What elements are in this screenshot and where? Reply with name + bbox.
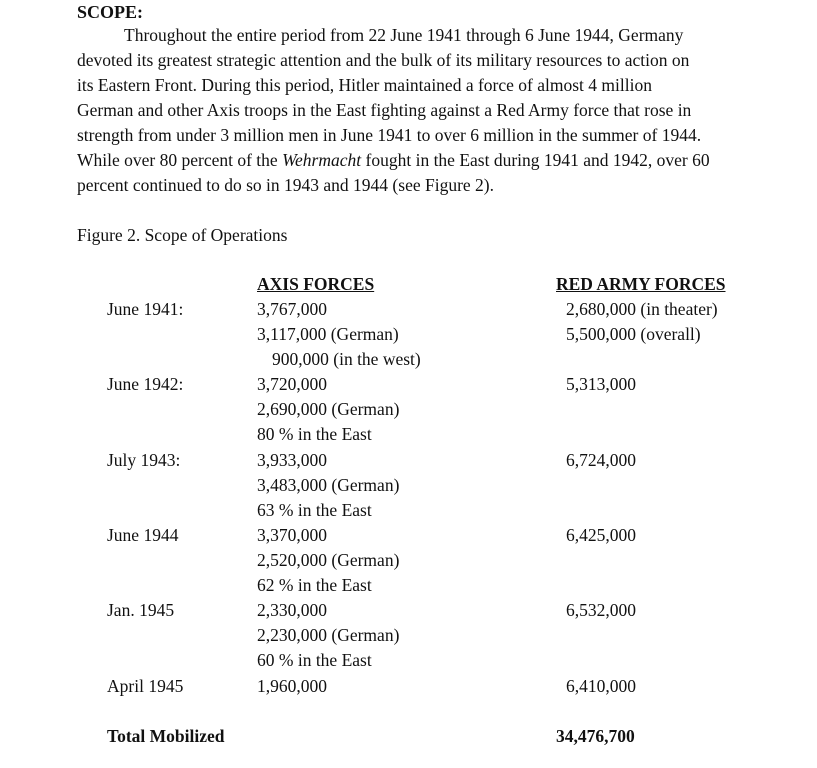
axis-value: 3,483,000 (German) <box>257 475 400 495</box>
axis-value: 63 % in the East <box>257 500 372 520</box>
wehrmacht-italic: Wehrmacht <box>282 150 362 170</box>
axis-value: 2,230,000 (German) <box>257 625 400 645</box>
axis-forces-header: AXIS FORCES <box>257 274 375 294</box>
axis-value: 62 % in the East <box>257 575 372 595</box>
paragraph-line: German and other Axis troops in the East fighting against a Red Army force that rose in <box>77 100 692 120</box>
axis-value: 3,767,000 <box>257 299 327 319</box>
paragraph-line: Throughout the entire period from 22 June 1941 through 6 June 1944, Germany <box>124 25 684 45</box>
axis-value: 1,960,000 <box>257 676 327 696</box>
paragraph-line: its Eastern Front. During this period, Hitler maintained a force of almost 4 million <box>77 75 652 95</box>
axis-value: 3,117,000 (German) <box>257 324 399 344</box>
red-value: 2,680,000 (in theater) <box>566 299 718 319</box>
paragraph-text: While over 80 percent of the <box>77 150 283 170</box>
paragraph-line: percent continued to do so in 1943 and 1944 (see Figure 2). <box>77 175 494 195</box>
row-date: July 1943: <box>107 450 181 470</box>
row-date: June 1941: <box>107 299 184 319</box>
paragraph-text: fought in the East during 1941 and 1942, over 60 <box>361 150 710 170</box>
axis-value: 3,370,000 <box>257 525 327 545</box>
axis-value: 3,720,000 <box>257 374 327 394</box>
red-value: 6,425,000 <box>566 525 636 545</box>
total-value: 34,476,700 <box>556 726 635 746</box>
total-label: Total Mobilized <box>107 726 225 746</box>
red-value: 6,410,000 <box>566 676 636 696</box>
red-value: 5,500,000 (overall) <box>566 324 701 344</box>
figure-caption: Figure 2. Scope of Operations <box>77 225 288 245</box>
paragraph-line: devoted its greatest strategic attention and the bulk of its military resources to action on <box>77 50 690 70</box>
red-army-forces-header: RED ARMY FORCES <box>556 274 726 294</box>
red-value: 5,313,000 <box>566 374 636 394</box>
row-date: June 1942: <box>107 374 184 394</box>
axis-value: 2,690,000 (German) <box>257 399 400 419</box>
row-date: June 1944 <box>107 525 179 545</box>
row-date: Jan. 1945 <box>107 600 175 620</box>
axis-value: 80 % in the East <box>257 424 372 444</box>
red-value: 6,532,000 <box>566 600 636 620</box>
axis-value: 900,000 (in the west) <box>272 349 421 369</box>
section-heading: SCOPE: <box>77 2 144 22</box>
paragraph-line: strength from under 3 million men in June 1941 to over 6 million in the summer of 1944. <box>77 125 702 145</box>
axis-value: 2,520,000 (German) <box>257 550 400 570</box>
axis-value: 3,933,000 <box>257 450 327 470</box>
axis-value: 2,330,000 <box>257 600 327 620</box>
red-value: 6,724,000 <box>566 450 636 470</box>
axis-value: 60 % in the East <box>257 650 372 670</box>
row-date: April 1945 <box>107 676 184 696</box>
